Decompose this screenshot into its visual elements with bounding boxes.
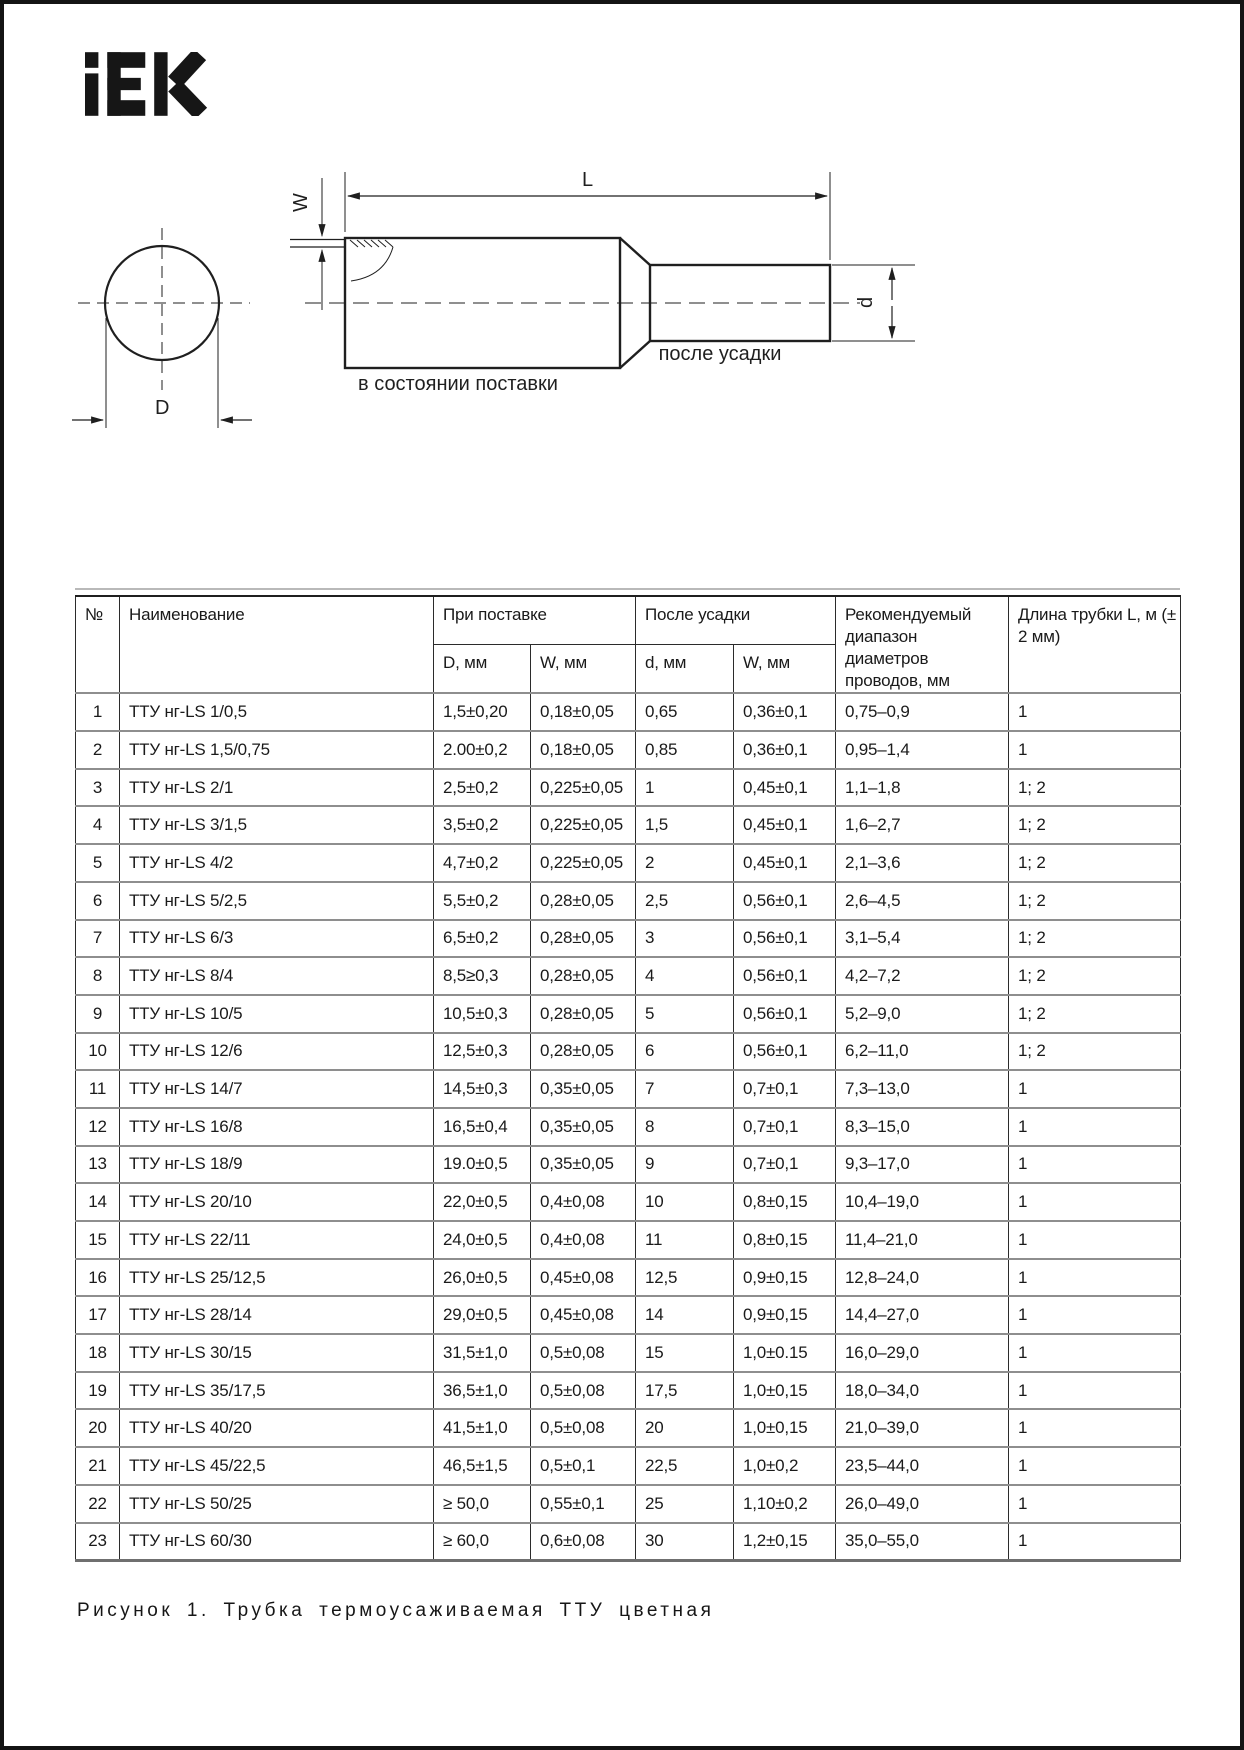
cell-D-supply: 1,5±0,20 [434, 693, 531, 731]
cell-D-supply: 4,7±0,2 [434, 844, 531, 882]
dim-label-W: W [290, 193, 312, 212]
cell-W-after: 0,56±0,1 [734, 995, 836, 1033]
cell-W-supply: 0,35±0,05 [531, 1070, 636, 1108]
cell-length: 1 [1009, 1221, 1181, 1259]
cell-range: 4,2–7,2 [836, 957, 1009, 995]
label-supply-state: в состоянии поставки [358, 373, 558, 395]
cell-W-supply: 0,225±0,05 [531, 769, 636, 807]
dim-label-d: d [855, 296, 877, 308]
cell-num: 16 [76, 1259, 120, 1297]
cell-D-supply: 19.0±0,5 [434, 1146, 531, 1184]
cell-d-after: 8 [636, 1108, 734, 1146]
cell-range: 14,4–27,0 [836, 1296, 1009, 1334]
cell-length: 1; 2 [1009, 920, 1181, 958]
cell-length: 1; 2 [1009, 957, 1181, 995]
cell-d-after: 20 [636, 1409, 734, 1447]
cell-length: 1; 2 [1009, 769, 1181, 807]
cell-D-supply: ≥ 60,0 [434, 1523, 531, 1561]
adhesive-hatch [350, 240, 393, 281]
table-row [76, 1523, 1181, 1561]
cell-W-after: 0,56±0,1 [734, 882, 836, 920]
cell-W-after: 1,0±0.15 [734, 1334, 836, 1372]
cell-num: 9 [76, 995, 120, 1033]
cell-num: 23 [76, 1523, 120, 1561]
cell-W-supply: 0,4±0,08 [531, 1221, 636, 1259]
table-row [76, 1485, 1181, 1523]
cell-num: 2 [76, 731, 120, 769]
figure-caption: Рисунок 1. Трубка термоусаживаемая ТТУ цветная [77, 1600, 715, 1621]
cell-W-after: 1,0±0,15 [734, 1409, 836, 1447]
table-row [76, 693, 1181, 731]
cell-name: ТТУ нг-LS 1,5/0,75 [120, 731, 434, 769]
cell-name: ТТУ нг-LS 3/1,5 [120, 806, 434, 844]
cell-d-after: 11 [636, 1221, 734, 1259]
cell-name: ТТУ нг-LS 28/14 [120, 1296, 434, 1334]
table-header [76, 596, 1181, 693]
header-range: Рекомендуемый диапазон диаметров проводов, мм [836, 596, 1009, 693]
header-W-supply: W, мм [531, 644, 636, 693]
cell-W-after: 1,2±0,15 [734, 1523, 836, 1561]
cell-W-after: 1,10±0,2 [734, 1485, 836, 1523]
cell-W-after: 0,45±0,1 [734, 769, 836, 807]
cell-num: 13 [76, 1146, 120, 1184]
table-row [76, 769, 1181, 807]
table-row [76, 844, 1181, 882]
cell-D-supply: 6,5±0,2 [434, 920, 531, 958]
cell-name: ТТУ нг-LS 40/20 [120, 1409, 434, 1447]
table-row [76, 1447, 1181, 1485]
table-row [76, 1183, 1181, 1221]
cell-D-supply: 14,5±0,3 [434, 1070, 531, 1108]
cell-d-after: 1,5 [636, 806, 734, 844]
cell-W-after: 1,0±0,15 [734, 1372, 836, 1410]
cell-name: ТТУ нг-LS 1/0,5 [120, 693, 434, 731]
cell-name: ТТУ нг-LS 30/15 [120, 1334, 434, 1372]
cell-range: 21,0–39,0 [836, 1409, 1009, 1447]
table-row [76, 995, 1181, 1033]
cell-length: 1 [1009, 1259, 1181, 1297]
cell-name: ТТУ нг-LS 60/30 [120, 1523, 434, 1561]
cell-W-supply: 0,35±0,05 [531, 1146, 636, 1184]
cell-num: 6 [76, 882, 120, 920]
table-row [76, 1146, 1181, 1184]
cell-length: 1; 2 [1009, 995, 1181, 1033]
cell-D-supply: 5,5±0,2 [434, 882, 531, 920]
cell-range: 2,1–3,6 [836, 844, 1009, 882]
cell-W-supply: 0,5±0,08 [531, 1409, 636, 1447]
cell-d-after: 2 [636, 844, 734, 882]
dim-label-L: L [582, 169, 594, 191]
cell-D-supply: 26,0±0,5 [434, 1259, 531, 1297]
cell-D-supply: 10,5±0,3 [434, 995, 531, 1033]
cell-range: 26,0–49,0 [836, 1485, 1009, 1523]
cell-name: ТТУ нг-LS 18/9 [120, 1146, 434, 1184]
cell-num: 19 [76, 1372, 120, 1410]
cell-length: 1 [1009, 1485, 1181, 1523]
table-row [76, 1033, 1181, 1071]
cell-length: 1 [1009, 1334, 1181, 1372]
cell-W-after: 0,9±0,15 [734, 1259, 836, 1297]
cell-W-supply: 0,28±0,05 [531, 1033, 636, 1071]
table-row [76, 731, 1181, 769]
cell-num: 3 [76, 769, 120, 807]
cell-d-after: 0,65 [636, 693, 734, 731]
tube-drawing [60, 150, 1060, 455]
cell-name: ТТУ нг-LS 35/17,5 [120, 1372, 434, 1410]
cell-length: 1; 2 [1009, 1033, 1181, 1071]
cell-W-after: 1,0±0,2 [734, 1447, 836, 1485]
cell-num: 21 [76, 1447, 120, 1485]
cell-W-supply: 0,5±0,08 [531, 1334, 636, 1372]
cell-range: 16,0–29,0 [836, 1334, 1009, 1372]
cell-d-after: 22,5 [636, 1447, 734, 1485]
cell-num: 1 [76, 693, 120, 731]
header-W-after: W, мм [734, 644, 836, 693]
cell-num: 14 [76, 1183, 120, 1221]
table-row [76, 1409, 1181, 1447]
cell-length: 1 [1009, 1372, 1181, 1410]
cell-d-after: 5 [636, 995, 734, 1033]
front-view-circle [78, 228, 250, 390]
cell-W-supply: 0,35±0,05 [531, 1108, 636, 1146]
cell-name: ТТУ нг-LS 20/10 [120, 1183, 434, 1221]
cell-length: 1; 2 [1009, 882, 1181, 920]
cell-W-after: 0,7±0,1 [734, 1108, 836, 1146]
cell-name: ТТУ нг-LS 14/7 [120, 1070, 434, 1108]
cell-length: 1 [1009, 1183, 1181, 1221]
cell-length: 1 [1009, 1070, 1181, 1108]
cell-D-supply: ≥ 50,0 [434, 1485, 531, 1523]
cell-W-after: 0,8±0,15 [734, 1221, 836, 1259]
cell-W-after: 0,7±0,1 [734, 1146, 836, 1184]
cell-W-after: 0,45±0,1 [734, 844, 836, 882]
cell-D-supply: 29,0±0,5 [434, 1296, 531, 1334]
table-body [76, 693, 1181, 1560]
cell-W-after: 0,56±0,1 [734, 1033, 836, 1071]
cell-name: ТТУ нг-LS 5/2,5 [120, 882, 434, 920]
cell-length: 1 [1009, 1523, 1181, 1561]
cell-num: 20 [76, 1409, 120, 1447]
cell-W-supply: 0,28±0,05 [531, 882, 636, 920]
cell-W-supply: 0,55±0,1 [531, 1485, 636, 1523]
cell-num: 5 [76, 844, 120, 882]
cell-length: 1 [1009, 693, 1181, 731]
cell-D-supply: 3,5±0,2 [434, 806, 531, 844]
cell-W-after: 0,8±0,15 [734, 1183, 836, 1221]
cell-d-after: 15 [636, 1334, 734, 1372]
cell-range: 1,6–2,7 [836, 806, 1009, 844]
cell-range: 23,5–44,0 [836, 1447, 1009, 1485]
table-row [76, 1372, 1181, 1410]
cell-length: 1 [1009, 1409, 1181, 1447]
cell-W-supply: 0,225±0,05 [531, 806, 636, 844]
table-row [76, 882, 1181, 920]
cell-name: ТТУ нг-LS 6/3 [120, 920, 434, 958]
cell-W-supply: 0,18±0,05 [531, 731, 636, 769]
cell-W-supply: 0,28±0,05 [531, 920, 636, 958]
cell-d-after: 25 [636, 1485, 734, 1523]
cell-name: ТТУ нг-LS 12/6 [120, 1033, 434, 1071]
cell-W-supply: 0,5±0,1 [531, 1447, 636, 1485]
table-row [76, 1108, 1181, 1146]
cell-W-supply: 0,4±0,08 [531, 1183, 636, 1221]
cell-D-supply: 24,0±0,5 [434, 1221, 531, 1259]
cell-D-supply: 16,5±0,4 [434, 1108, 531, 1146]
cell-name: ТТУ нг-LS 16/8 [120, 1108, 434, 1146]
table-row [76, 957, 1181, 995]
cell-D-supply: 2,5±0,2 [434, 769, 531, 807]
cell-d-after: 14 [636, 1296, 734, 1334]
cell-W-after: 0,36±0,1 [734, 731, 836, 769]
cell-range: 7,3–13,0 [836, 1070, 1009, 1108]
spec-table [75, 595, 1181, 1562]
cell-range: 1,1–1,8 [836, 769, 1009, 807]
table-row [76, 1221, 1181, 1259]
cell-d-after: 12,5 [636, 1259, 734, 1297]
cell-W-after: 0,56±0,1 [734, 920, 836, 958]
cell-W-after: 0,45±0,1 [734, 806, 836, 844]
cell-name: ТТУ нг-LS 50/25 [120, 1485, 434, 1523]
cell-range: 6,2–11,0 [836, 1033, 1009, 1071]
cell-name: ТТУ нг-LS 4/2 [120, 844, 434, 882]
header-length: Длина трубки L, м (± 2 мм) [1009, 596, 1181, 693]
cell-num: 8 [76, 957, 120, 995]
cell-range: 2,6–4,5 [836, 882, 1009, 920]
spec-table-wrap [75, 595, 1180, 1562]
tube-shrunk-outline [305, 265, 860, 341]
cell-num: 22 [76, 1485, 120, 1523]
cell-num: 10 [76, 1033, 120, 1071]
cell-D-supply: 12,5±0,3 [434, 1033, 531, 1071]
cell-range: 0,95–1,4 [836, 731, 1009, 769]
cell-W-supply: 0,18±0,05 [531, 693, 636, 731]
cell-length: 1 [1009, 1296, 1181, 1334]
cell-W-supply: 0,5±0,08 [531, 1372, 636, 1410]
cell-range: 11,4–21,0 [836, 1221, 1009, 1259]
cell-D-supply: 8,5≥0,3 [434, 957, 531, 995]
cell-num: 12 [76, 1108, 120, 1146]
cell-d-after: 17,5 [636, 1372, 734, 1410]
cell-name: ТТУ нг-LS 22/11 [120, 1221, 434, 1259]
cell-D-supply: 2.00±0,2 [434, 731, 531, 769]
cell-range: 10,4–19,0 [836, 1183, 1009, 1221]
cell-num: 17 [76, 1296, 120, 1334]
cell-d-after: 9 [636, 1146, 734, 1184]
cell-length: 1 [1009, 731, 1181, 769]
cell-d-after: 6 [636, 1033, 734, 1071]
cell-range: 0,75–0,9 [836, 693, 1009, 731]
cell-num: 11 [76, 1070, 120, 1108]
cell-d-after: 7 [636, 1070, 734, 1108]
cell-W-supply: 0,6±0,08 [531, 1523, 636, 1561]
cell-length: 1 [1009, 1108, 1181, 1146]
header-D-supply: D, мм [434, 644, 531, 693]
cell-d-after: 3 [636, 920, 734, 958]
cell-D-supply: 31,5±1,0 [434, 1334, 531, 1372]
cell-W-supply: 0,225±0,05 [531, 844, 636, 882]
cell-name: ТТУ нг-LS 25/12,5 [120, 1259, 434, 1297]
cell-length: 1 [1009, 1146, 1181, 1184]
cell-name: ТТУ нг-LS 10/5 [120, 995, 434, 1033]
cell-range: 12,8–24,0 [836, 1259, 1009, 1297]
cell-range: 35,0–55,0 [836, 1523, 1009, 1561]
header-group-supply: При поставке [434, 596, 636, 644]
cell-d-after: 4 [636, 957, 734, 995]
header-d-after: d, мм [636, 644, 734, 693]
table-row [76, 920, 1181, 958]
cell-num: 15 [76, 1221, 120, 1259]
cell-W-after: 0,36±0,1 [734, 693, 836, 731]
iek-logo [85, 52, 210, 121]
cell-D-supply: 41,5±1,0 [434, 1409, 531, 1447]
cell-d-after: 0,85 [636, 731, 734, 769]
header-num: № [76, 596, 120, 693]
cell-W-after: 0,9±0,15 [734, 1296, 836, 1334]
cell-name: ТТУ нг-LS 8/4 [120, 957, 434, 995]
cell-D-supply: 22,0±0,5 [434, 1183, 531, 1221]
cell-length: 1; 2 [1009, 844, 1181, 882]
iek-logo-glyphs [85, 52, 210, 116]
cell-D-supply: 36,5±1,0 [434, 1372, 531, 1410]
table-top-rule [75, 588, 1180, 590]
dim-label-D: D [155, 397, 170, 419]
cell-W-after: 0,56±0,1 [734, 957, 836, 995]
table-row [76, 1259, 1181, 1297]
cell-W-after: 0,7±0,1 [734, 1070, 836, 1108]
cell-num: 4 [76, 806, 120, 844]
table-row [76, 1296, 1181, 1334]
cell-range: 8,3–15,0 [836, 1108, 1009, 1146]
cell-length: 1 [1009, 1447, 1181, 1485]
cell-num: 7 [76, 920, 120, 958]
cell-d-after: 30 [636, 1523, 734, 1561]
cell-d-after: 1 [636, 769, 734, 807]
cell-range: 5,2–9,0 [836, 995, 1009, 1033]
cell-name: ТТУ нг-LS 45/22,5 [120, 1447, 434, 1485]
header-group-after: После усадки [636, 596, 836, 644]
cell-length: 1; 2 [1009, 806, 1181, 844]
header-name: Наименование [120, 596, 434, 693]
table-row [76, 1334, 1181, 1372]
cell-W-supply: 0,45±0,08 [531, 1296, 636, 1334]
cell-num: 18 [76, 1334, 120, 1372]
cell-d-after: 10 [636, 1183, 734, 1221]
cell-W-supply: 0,28±0,05 [531, 995, 636, 1033]
cell-D-supply: 46,5±1,5 [434, 1447, 531, 1485]
cell-range: 3,1–5,4 [836, 920, 1009, 958]
cell-W-supply: 0,28±0,05 [531, 957, 636, 995]
cell-range: 18,0–34,0 [836, 1372, 1009, 1410]
table-row [76, 806, 1181, 844]
cell-range: 9,3–17,0 [836, 1146, 1009, 1184]
cell-d-after: 2,5 [636, 882, 734, 920]
label-after-shrink: после усадки [658, 343, 782, 365]
table-row [76, 1070, 1181, 1108]
cell-name: ТТУ нг-LS 2/1 [120, 769, 434, 807]
cell-W-supply: 0,45±0,08 [531, 1259, 636, 1297]
